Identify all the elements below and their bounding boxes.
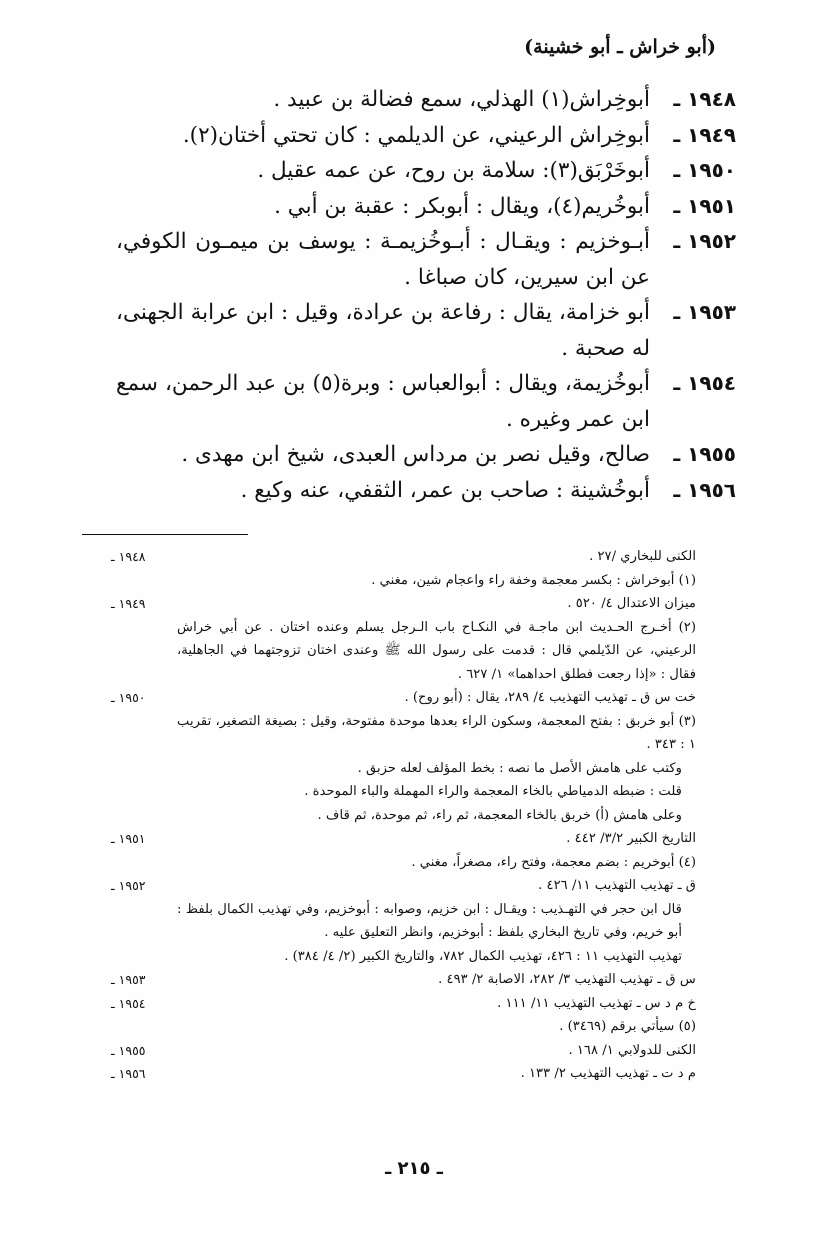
entry-1948: [116, 82, 736, 118]
note-line: ق ـ تهذيب التهذيب ١١/ ٤٢٦ .: [538, 878, 696, 893]
entry-number: ١٩٤٩ ـ: [673, 122, 736, 147]
note-line: (٣) أبو خربق : بفتح المعجمة، وسكون الراء بعدها موحدة مفتوحة، وقيل : بصيغة التصغير، تقريب ١ : ٣٤٣ .: [177, 713, 696, 752]
note-line: (١) أبوخراش : بكسر معجمة وخفة راء واعجام شين، مغني .: [371, 572, 696, 588]
note-number: ١٩٥٥ ـ: [111, 1042, 146, 1058]
note-1955: [111, 1039, 736, 1063]
note-number: ١٩٤٩ ـ: [111, 596, 146, 611]
note-number: ١٩٥٤ ـ: [111, 995, 146, 1011]
entry-text: صالح، وقيل نصر بن مرداس العبدى، شيخ ابن مهدى .: [181, 442, 650, 467]
entry-number: ١٩٥٠ ـ: [673, 158, 736, 182]
footnote-separator: [82, 534, 248, 535]
note-1952: [111, 874, 736, 968]
entry-1952: [116, 224, 736, 295]
note-1950: [111, 686, 736, 827]
entry-number: ١٩٥٤ ـ: [673, 371, 736, 395]
note-number: ١٩٥٠ ـ: [111, 690, 146, 705]
entry-text: أبوخُريم(٤)، ويقال : أبوبكر : عقبة بن أبي .: [274, 193, 650, 219]
entry-number: ١٩٤٨ ـ: [673, 87, 736, 111]
note-line: ميزان الاعتدال ٤/ ٥٢٠ .: [567, 596, 696, 611]
note-line: س ق ـ تهذيب التهذيب ٣/ ٢٨٢، الاصابة ٢/ ٤٩٣ .: [438, 972, 696, 987]
note-line: وكتب على هامش الأصل ما نصه : بخط المؤلف لعله حزبق .: [357, 760, 682, 776]
note-line: (٢) أخـرج الحـديث ابن ماجـة في النكـاح باب الـرجل يسلم وعنده اختان . عن أبي خراش الرعيني، عن الدّيلمي قال : قدمت على رسول الله ﷺ وعندى اختان تزوجتهما في الجاهلية، فقال : «إذا رجعت فطلق احداهما» ١/ ٦٢٧ .: [177, 619, 696, 682]
note-1949: [111, 592, 736, 686]
note-1948: [111, 545, 736, 592]
note-number: ١٩٥٢ ـ: [111, 878, 146, 893]
note-line: وعلى هامش (أ) خربق بالخاء المعجمة، ثم راء، ثم موحدة، ثم قاف .: [317, 807, 682, 823]
entry-1953: [116, 295, 736, 366]
note-line: قلت : ضبطه الدمياطي بالخاء المعجمة والراء المهملة والباء الموحدة .: [304, 784, 682, 799]
note-1956: [111, 1062, 736, 1086]
entry-1956: [116, 473, 736, 509]
note-1951: [111, 827, 736, 874]
entry-1949: [116, 118, 736, 154]
entry-1950: [116, 153, 736, 189]
note-line: التاريخ الكبير ٣/٢/ ٤٤٢ .: [566, 831, 696, 846]
entry-number: ١٩٥٢ ـ: [673, 229, 736, 253]
note-1953: [111, 968, 736, 992]
entry-text: أبوخِراش(١) الهذلي، سمع فضالة بن عبيد .: [273, 87, 650, 112]
footnotes: [111, 545, 736, 1086]
entry-text: أبوخُزيمة، ويقال : أبوالعباس : وبرة(٥) بن عبد الرحمن، سمع ابن عمر وغيره .: [116, 371, 650, 432]
entry-text: أبوخَرْبَق(٣): سلامة بن روح، عن عمه عقيل .: [257, 158, 650, 183]
note-number: ١٩٥١ ـ: [111, 831, 146, 846]
entry-text: أبوخِراش الرعيني، عن الديلمي : كان تحتي أختان(٢).: [182, 122, 650, 148]
note-line: الكنى للبخاري /٢٧ .: [589, 549, 696, 564]
entry-text: أبو خزامة، يقال : رفاعة بن عرادة، وقيل : ابن عرابة الجهنى، له صحبة .: [116, 300, 650, 361]
entry-text: أبوخُشينة : صاحب بن عمر، الثقفي، عنه وكيع .: [240, 477, 650, 503]
entry-number: ١٩٥٦ ـ: [673, 477, 736, 502]
main-entries: [116, 82, 736, 508]
running-header: (أبو خراش ـ أبو خشينة): [524, 36, 716, 58]
entry-1954: [116, 366, 736, 437]
note-line: (٤) أبوخريم : بضم معجمة، وفتح راء، مصغراً، مغني .: [411, 854, 696, 870]
note-number: ١٩٤٨ ـ: [111, 549, 146, 564]
entry-number: ١٩٥٣ ـ: [673, 300, 736, 324]
entry-text: أبـوخزيم : ويقـال : أبـوخُزيمـة : يوسف بن ميمـون الكوفي، عن ابن سيرين، كان صباغا .: [116, 229, 650, 290]
note-number: ١٩٥٣ ـ: [111, 972, 146, 987]
note-line: قال ابن حجر في التهـذيب : ويقـال : ابن خزيم، وصوابه : أبوخزيم، وفي تهذيب الكمال بلفظ : أبو خريم، وفي تاريخ البخاري بلفظ : أبوخزيم، وانظر التعليق عليه .: [177, 901, 682, 940]
note-line: م د ت ـ تهذيب التهذيب ٢/ ١٣٣ .: [520, 1066, 696, 1081]
note-line: تهذيب التهذيب ١١ : ٤٢٦، تهذيب الكمال ٧٨٢، والتاريخ الكبير (٢/ ٤/ ٣٨٤) .: [284, 948, 682, 964]
note-1954: [111, 992, 736, 1039]
note-line: خ م د س ـ تهذيب التهذيب ١١/ ١١١ .: [497, 995, 696, 1011]
note-number: ١٩٥٦ ـ: [111, 1066, 146, 1081]
note-line: الكنى للدولابي ١/ ١٦٨ .: [568, 1042, 696, 1058]
entry-number: ١٩٥٥ ـ: [673, 442, 736, 466]
note-line: (٥) سيأتي برقم (٣٤٦٩) .: [559, 1019, 696, 1034]
page-number: ـ ٢١٥ ـ: [385, 1158, 443, 1179]
entry-1951: [116, 189, 736, 225]
entry-number: ١٩٥١ ـ: [673, 193, 736, 218]
entry-1955: [116, 437, 736, 473]
note-line: خت س ق ـ تهذيب التهذيب ٤/ ٢٨٩، يقال : (أبو روح) .: [404, 690, 696, 705]
